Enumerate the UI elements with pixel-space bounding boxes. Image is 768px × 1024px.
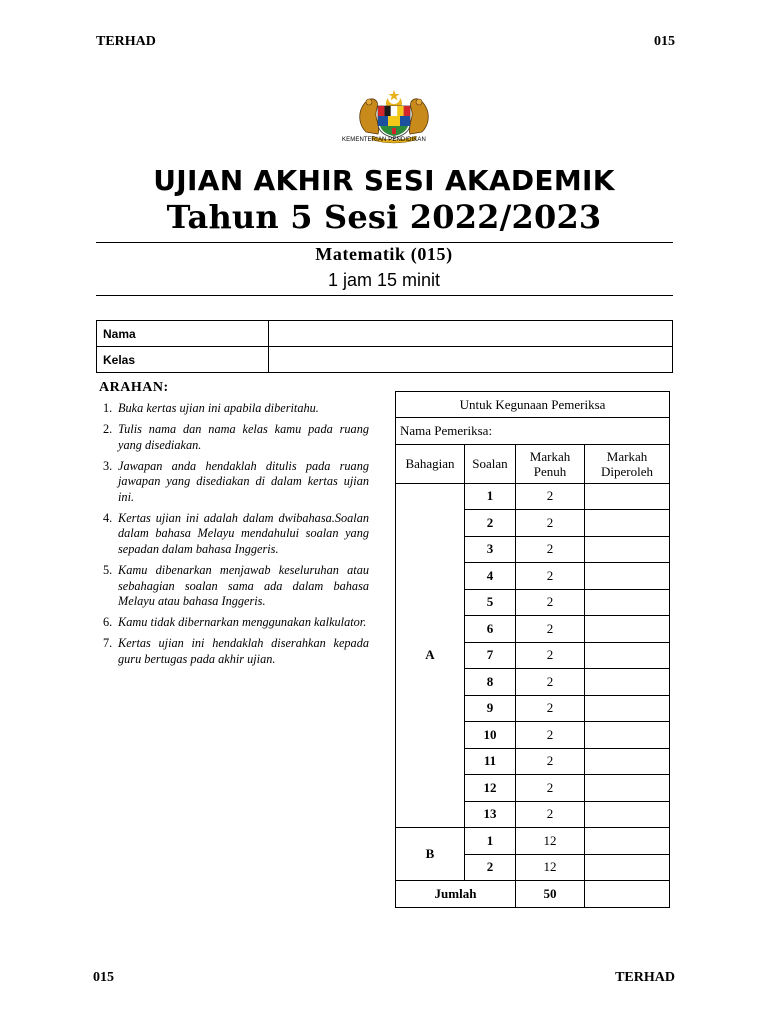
table-row — [396, 828, 670, 855]
coat-of-arms-logo — [344, 88, 444, 144]
section-column-header: Bahagian — [396, 444, 465, 483]
exam-title: UJIAN AKHIR SESI AKADEMIK — [153, 164, 615, 197]
obtained-mark-cell[interactable] — [585, 722, 670, 749]
full-mark: 2 — [516, 775, 585, 802]
full-mark: 2 — [516, 589, 585, 616]
full-mark: 2 — [516, 748, 585, 775]
instruction-number: 7. — [103, 636, 113, 651]
instruction-item — [100, 511, 369, 558]
instruction-item — [100, 459, 369, 506]
full-mark-column-header: Markah Penuh — [516, 444, 585, 483]
obtained-mark-cell[interactable] — [585, 510, 670, 537]
instruction-item — [100, 636, 369, 667]
obtained-mark-cell[interactable] — [585, 748, 670, 775]
instruction-item — [100, 615, 369, 631]
student-name-row — [97, 321, 673, 347]
name-field[interactable] — [269, 321, 673, 347]
class-label: Kelas — [97, 347, 269, 373]
full-mark: 2 — [516, 722, 585, 749]
full-mark: 2 — [516, 536, 585, 563]
instruction-text: Kamu dibenarkan menjawab keseluruhan atau sebahagian soalan sama ada dalam bahasa Melayu atau bahasa Inggeris. — [118, 562, 369, 609]
obtained-mark-cell[interactable] — [585, 589, 670, 616]
obtained-mark-cell[interactable] — [585, 775, 670, 802]
question-number: 5 — [465, 589, 516, 616]
instruction-text: Kertas ujian ini hendaklah diserahkan kepada guru bertugas pada akhir ujian. — [118, 636, 369, 666]
examiner-marks-table — [395, 391, 670, 908]
question-number: 11 — [465, 748, 516, 775]
instruction-text: Buka kertas ujian ini apabila diberitahu. — [118, 401, 319, 415]
obtained-mark-cell[interactable] — [585, 642, 670, 669]
examiner-use-heading: Untuk Kegunaan Pemeriksa — [396, 392, 670, 418]
ministry-caption: KEMENTERIAN PENDIDIKAN — [342, 137, 426, 143]
full-mark: 2 — [516, 616, 585, 643]
obtained-mark-cell[interactable] — [585, 483, 670, 510]
instruction-number: 4. — [103, 510, 113, 525]
instruction-item — [100, 401, 369, 417]
question-number: 8 — [465, 669, 516, 696]
instruction-item — [100, 563, 369, 610]
question-number: 10 — [465, 722, 516, 749]
exam-duration: 1 jam 15 minit — [327, 270, 441, 290]
question-number: 2 — [465, 510, 516, 537]
full-mark: 2 — [516, 483, 585, 510]
obtained-mark-cell[interactable] — [585, 563, 670, 590]
question-number: 9 — [465, 695, 516, 722]
exam-year-session: Tahun 5 Sesi 2022/2023 — [166, 198, 602, 236]
title-rule-top — [96, 242, 673, 243]
instruction-text: Kertas ujian ini adalah dalam dwibahasa.Soalan dalam bahasa Melayu mendahului soalan yang sepadan dalam bahasa Inggeris. — [118, 510, 369, 556]
full-mark: 2 — [516, 669, 585, 696]
question-number: 1 — [465, 483, 516, 510]
footer-classification: TERHAD — [615, 970, 675, 985]
obtained-mark-cell[interactable] — [585, 801, 670, 828]
instruction-number: 6. — [103, 615, 113, 630]
examiner-name-field[interactable]: Nama Pemeriksa: — [396, 418, 670, 445]
question-number: 6 — [465, 616, 516, 643]
full-mark: 12 — [516, 828, 585, 855]
header-paper-code: 015 — [654, 34, 675, 49]
total-label: Jumlah — [396, 881, 516, 908]
total-obtained-cell[interactable] — [585, 881, 670, 908]
instruction-number: 2. — [103, 421, 113, 436]
obtained-mark-cell[interactable] — [585, 828, 670, 855]
question-column-header: Soalan — [465, 444, 516, 483]
instructions-list — [100, 401, 369, 673]
question-number: 3 — [465, 536, 516, 563]
header-classification: TERHAD — [96, 34, 156, 49]
student-class-row — [97, 347, 673, 373]
instruction-text: Tulis nama dan nama kelas kamu pada ruang yang disediakan. — [118, 421, 369, 452]
section-b-label: B — [396, 828, 465, 881]
total-full-mark: 50 — [516, 881, 585, 908]
obtained-mark-column-header: Markah Diperoleh — [585, 444, 670, 483]
full-mark: 2 — [516, 510, 585, 537]
obtained-mark-cell[interactable] — [585, 854, 670, 881]
obtained-mark-cell[interactable] — [585, 616, 670, 643]
section-a-label: A — [396, 483, 465, 828]
obtained-mark-cell[interactable] — [585, 536, 670, 563]
question-number: 7 — [465, 642, 516, 669]
full-mark: 2 — [516, 801, 585, 828]
full-mark: 2 — [516, 695, 585, 722]
table-row — [396, 483, 670, 510]
instruction-number: 1. — [103, 401, 113, 415]
instruction-item — [100, 422, 369, 453]
title-rule-bottom — [96, 295, 673, 296]
instructions-heading: ARAHAN: — [99, 380, 169, 395]
full-mark: 12 — [516, 854, 585, 881]
class-field[interactable] — [269, 347, 673, 373]
question-number: 12 — [465, 775, 516, 802]
instruction-number: 5. — [103, 562, 113, 577]
question-number: 1 — [465, 828, 516, 855]
total-row — [396, 881, 670, 908]
footer-paper-code: 015 — [93, 970, 114, 985]
instruction-text: Kamu tidak dibernarkan menggunakan kalkulator. — [118, 615, 367, 630]
full-mark: 2 — [516, 563, 585, 590]
student-info-table — [96, 320, 673, 373]
question-number: 13 — [465, 801, 516, 828]
obtained-mark-cell[interactable] — [585, 669, 670, 696]
subject-title: Matematik (015) — [315, 244, 453, 264]
instruction-number: 3. — [103, 458, 113, 473]
full-mark: 2 — [516, 642, 585, 669]
question-number: 4 — [465, 563, 516, 590]
obtained-mark-cell[interactable] — [585, 695, 670, 722]
question-number: 2 — [465, 854, 516, 881]
name-label: Nama — [97, 321, 269, 347]
instruction-text: Jawapan anda hendaklah ditulis pada ruang jawapan yang disediakan di dalam kertas ujian ini. — [118, 458, 369, 504]
